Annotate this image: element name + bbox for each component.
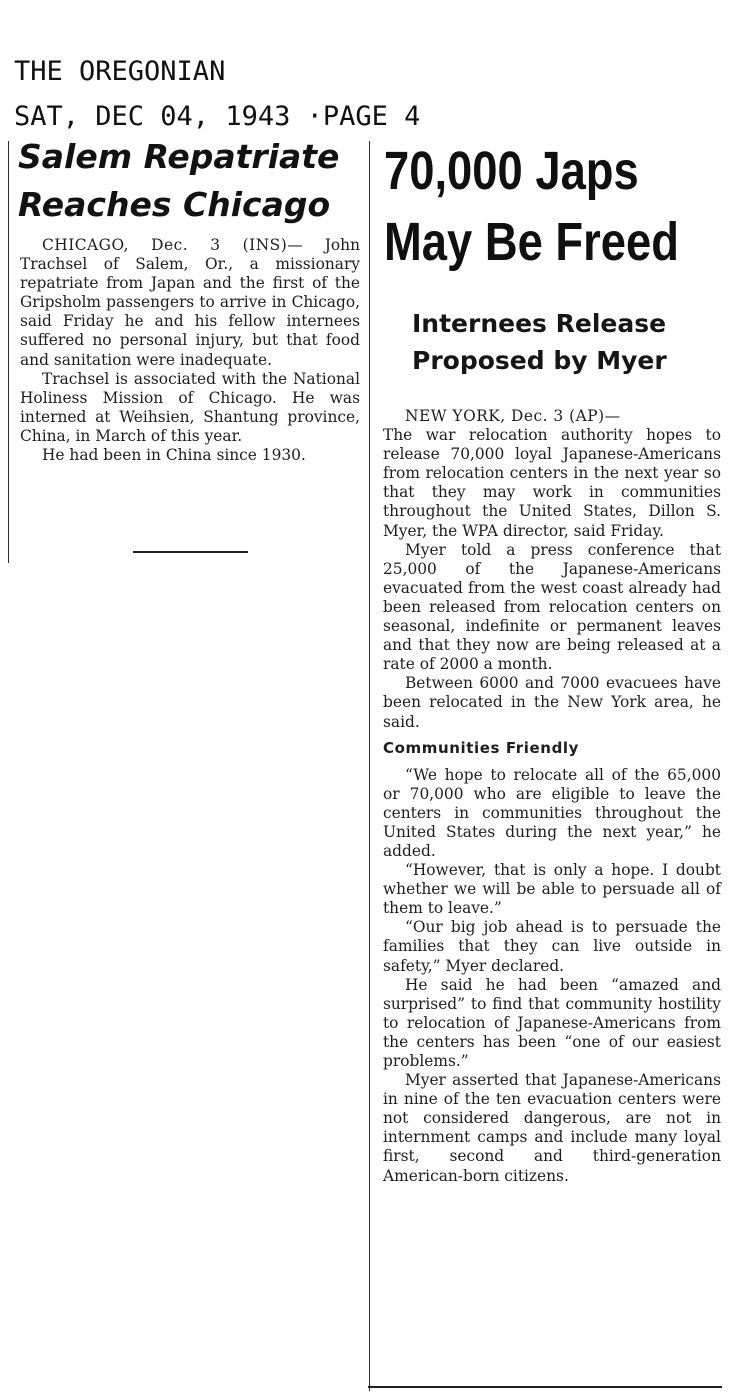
left-article-end-rule	[133, 551, 248, 553]
left-headline-line-1: Salem Repatriate	[18, 137, 340, 176]
left-dateline: CHICAGO, Dec. 3 (INS)—	[42, 236, 304, 254]
right-subhead: Communities Friendly	[383, 738, 580, 757]
right-dateline: NEW YORK, Dec. 3 (AP)—	[405, 407, 621, 425]
right-article-body	[383, 407, 721, 1186]
right-paragraph-5: “However, that is only a hope. I doubt whether we will be able to persuade all of them to leave.”	[383, 861, 721, 918]
right-deck-line-2: Proposed by Myer	[412, 346, 667, 375]
issue-date-line: SAT, DEC 04, 1943 ·PAGE 4	[14, 101, 421, 132]
newspaper-name: THE OREGONIAN	[14, 56, 226, 87]
right-deck-line-1: Internees Release	[412, 309, 667, 338]
center-column-rule	[369, 141, 370, 1391]
left-headline-line-2: Reaches Chicago	[18, 185, 331, 224]
left-article-body	[20, 236, 360, 465]
left-paragraph-3: He had been in China since 1930.	[42, 446, 306, 465]
right-paragraph-6: “Our big job ahead is to persuade the families that they can live outside in safety,” Myer declared.	[383, 918, 721, 975]
left-column-rule	[8, 141, 9, 563]
right-headline-line-1: 70,000 Japs	[384, 141, 639, 201]
right-paragraph-4: “We hope to relocate all of the 65,000 or 70,000 who are eligible to leave the centers in communities throughout the United States during the next year,” he added.	[383, 765, 721, 860]
right-headline-line-2: May Be Freed	[384, 212, 679, 272]
left-paragraph-2: Trachsel is associated with the National Holiness Mission of Chicago. He was interned at Weihsien, Shantung province, China, in March of this year.	[20, 369, 360, 445]
right-paragraph-1: The war relocation authority hopes to release 70,000 loyal Japanese-Americans from relocation centers in the next year so that they may work in communities throughout the United States, Dillon S. Myer, the WPA director, said Friday.	[383, 426, 721, 540]
right-paragraph-2: Myer told a press conference that 25,000 of the Japanese-Americans evacuated from the west coast already had been released from relocation centers on seasonal, indefinite or permanent leaves and that they now are being released at a rate of 2000 a month.	[383, 540, 721, 674]
right-paragraph-7: He said he had been “amazed and surprised” to find that community hostility to relocation of Japanese-Americans from the centers has been “one of our easiest problems.”	[383, 975, 721, 1070]
right-paragraph-3: Between 6000 and 7000 evacuees have been relocated in the New York area, he said.	[383, 674, 721, 731]
left-paragraph-1	[20, 236, 360, 370]
right-dateline-paragraph	[383, 407, 721, 426]
left-paragraph-1-text: John Trachsel of Salem, Or., a missionary repatriate from Japan and the first of the Gripsholm passengers to arrive in Chicago, said Friday he and his fellow internees suffered no personal injury, but that food and sanitation were inadequate.	[20, 236, 360, 369]
right-paragraph-8: Myer asserted that Japanese-Americans in nine of the ten evacuation centers were not considered dangerous, are not in internment camps and include many loyal first, second and third-generation American-born citizens.	[383, 1071, 721, 1185]
right-article-end-rule	[368, 1386, 722, 1388]
